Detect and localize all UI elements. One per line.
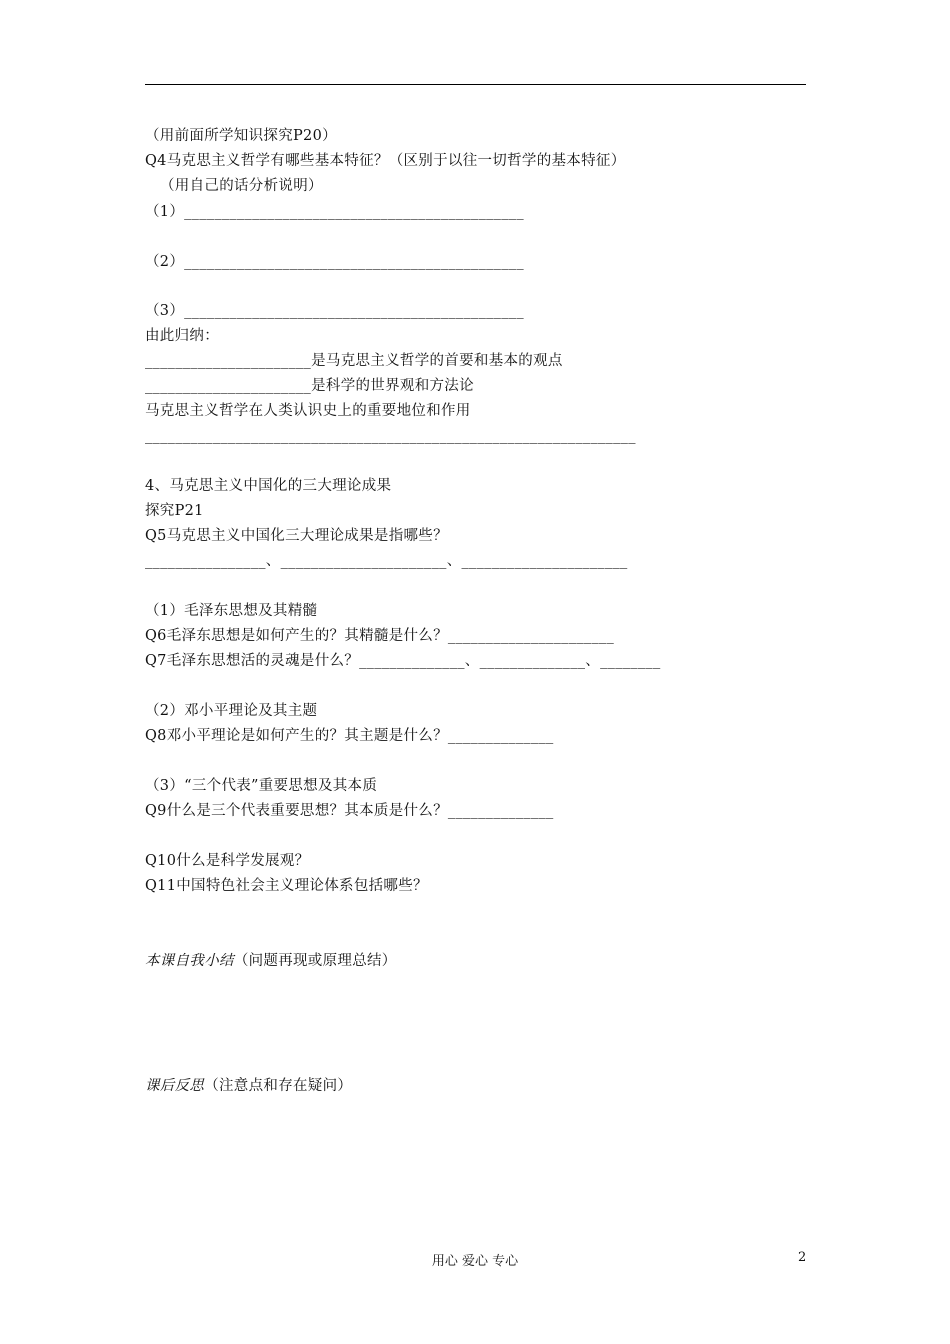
answer-line-2[interactable]: （2）_____________________________________________: [145, 254, 524, 270]
explore-note: （用前面所学知识探究P20）: [145, 128, 337, 144]
reflection-title: 课后反思: [145, 1078, 205, 1094]
question-q9[interactable]: Q9什么是三个代表重要思想？其本质是什么？______________: [145, 803, 554, 819]
subsection-deng: （2）邓小平理论及其主题: [145, 703, 318, 719]
question-q5: Q5马克思主义中国化三大理论成果是指哪些？: [145, 528, 448, 544]
self-summary-note: （问题再现或原理总结）: [233, 953, 397, 969]
question-q10: Q10什么是科学发展观？: [145, 853, 310, 869]
question-q4: Q4马克思主义哲学有哪些基本特征？（区别于以往一切哲学的基本特征）: [145, 153, 626, 169]
status-answer-line[interactable]: _________________________________________________________________: [145, 428, 636, 444]
page-number: 2: [798, 1250, 807, 1265]
fill-blank-viewpoint[interactable]: ______________________是马克思主义哲学的首要和基本的观点: [145, 353, 563, 369]
status-heading: 马克思主义哲学在人类认识史上的重要地位和作用: [145, 403, 471, 419]
answer-line-1[interactable]: （1）_____________________________________________: [145, 204, 524, 220]
summary-heading: 由此归纳：: [145, 328, 219, 344]
question-q7[interactable]: Q7毛泽东思想活的灵魂是什么？______________、______________、________: [145, 653, 661, 669]
subsection-mao: （1）毛泽东思想及其精髓: [145, 603, 318, 619]
header-rule: [145, 84, 806, 85]
section-4-heading: 4、马克思主义中国化的三大理论成果: [145, 478, 392, 494]
question-q8[interactable]: Q8邓小平理论是如何产生的？其主题是什么？______________: [145, 728, 554, 744]
question-q11: Q11中国特色社会主义理论体系包括哪些？: [145, 878, 428, 894]
q4-instruction: （用自己的话分析说明）: [160, 178, 323, 194]
reflection-heading: [145, 1076, 352, 1096]
self-summary-title: 本课自我小结: [145, 953, 234, 969]
explore-p21: 探究P21: [145, 503, 204, 519]
footer-motto: 用心 爱心 专心: [431, 1254, 519, 1269]
q5-answer-blanks[interactable]: ________________、______________________、______________________: [145, 553, 628, 569]
subsection-three-represents: （3）“三个代表”重要思想及其本质: [145, 778, 378, 794]
question-q6[interactable]: Q6毛泽东思想是如何产生的？其精髓是什么？______________________: [145, 628, 615, 644]
fill-blank-worldview[interactable]: ______________________是科学的世界观和方法论: [145, 378, 474, 394]
answer-line-3[interactable]: （3）_____________________________________________: [145, 303, 524, 319]
self-summary-heading: [145, 951, 397, 971]
reflection-note: （注意点和存在疑问）: [204, 1078, 353, 1094]
